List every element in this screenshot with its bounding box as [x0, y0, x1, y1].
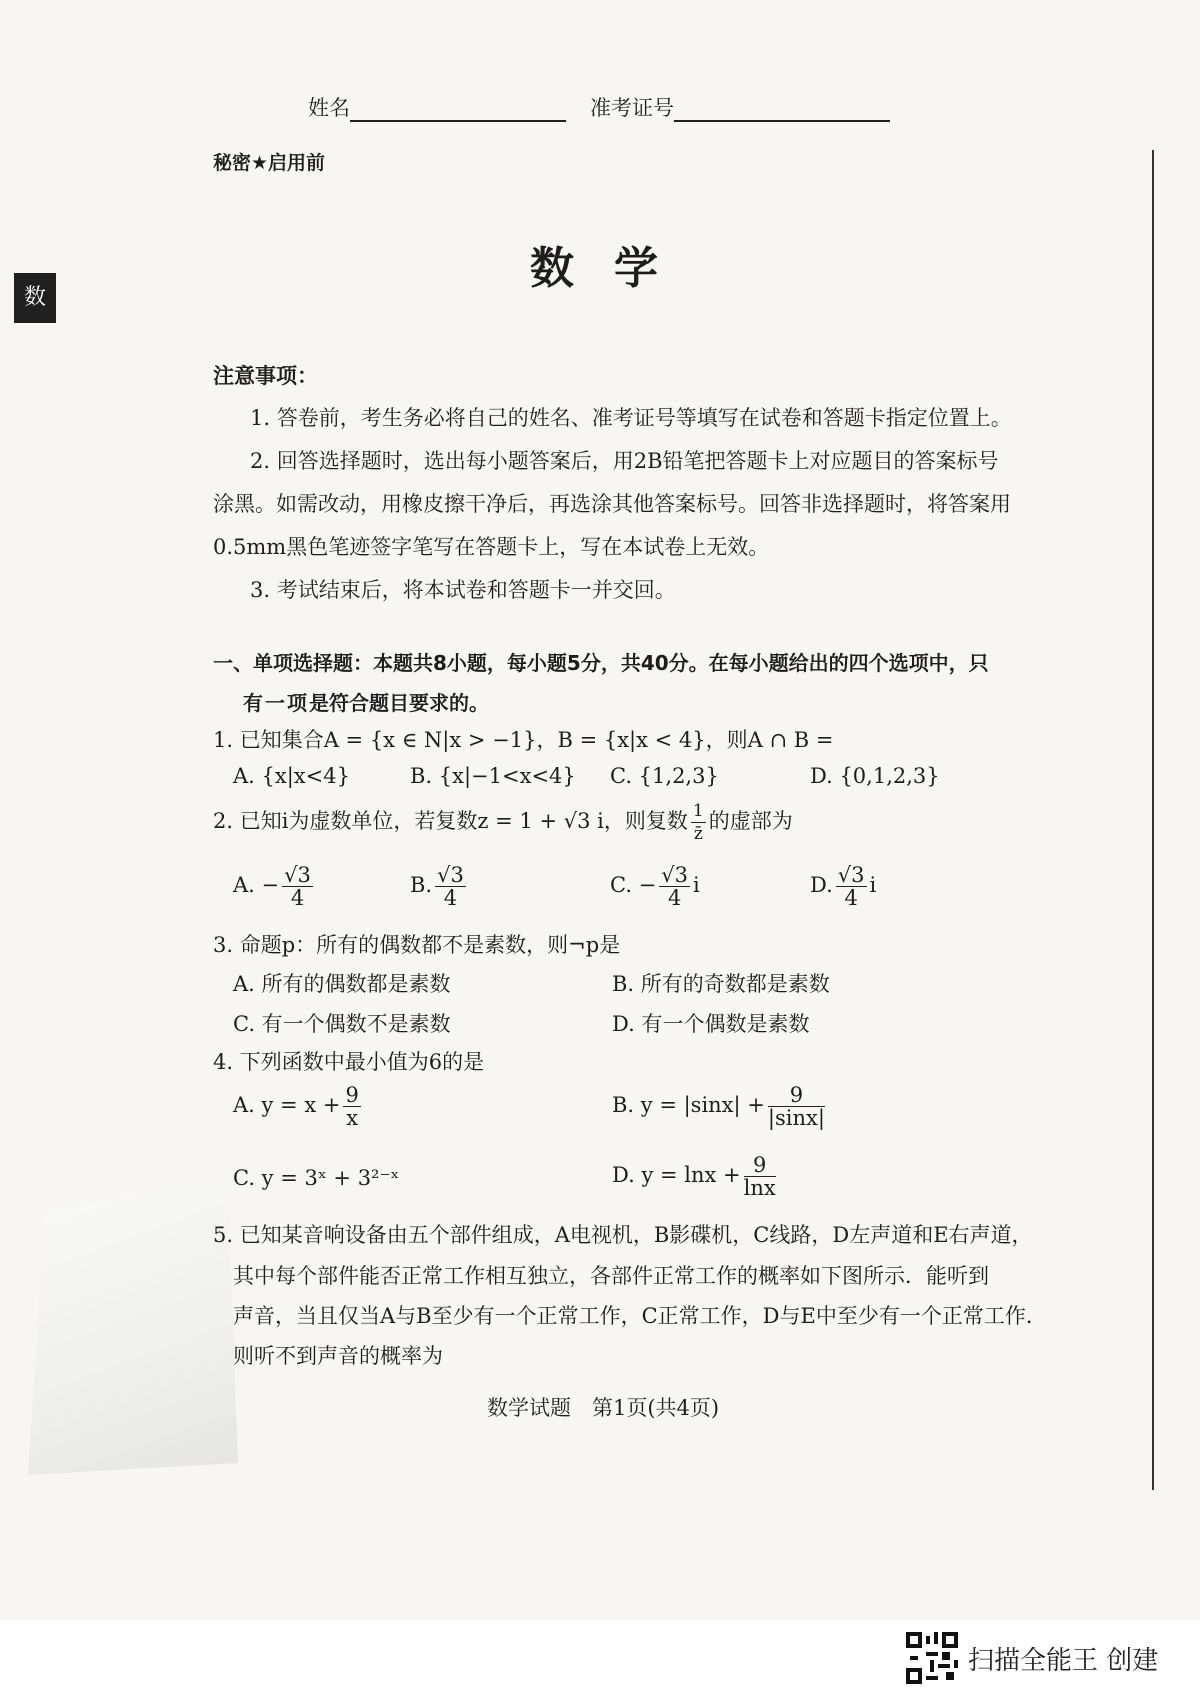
q3-option-a: A. 所有的偶数都是素数 [233, 972, 451, 996]
page-title: 数学 [530, 243, 698, 294]
margin-line [1152, 150, 1154, 1490]
subject-tab: 数 [14, 273, 56, 323]
q2-b-fraction: $\frac{√3}{4}$ [437, 863, 464, 910]
paper-sticker [28, 1175, 238, 1475]
name-blank [350, 120, 566, 122]
q4-option-c: C. y = 3ˣ + 3²⁻ˣ [233, 1166, 400, 1190]
page-footer: 数学试题 第1页(共4页) [487, 1396, 720, 1420]
notice-item-2-cont2: 0.5mm黑色笔迹签字笔写在答题卡上，写在本试卷上无效。 [213, 535, 770, 559]
q2-option-c: C. − $\frac{√3}{4}$ i [610, 863, 700, 910]
notice-item-1: 1. 答卷前，考生务必将自己的姓名、准考证号等填写在试卷和答题卡指定位置上。 [250, 406, 1012, 430]
q2-a-fraction: $\frac{√3}{4}$ [284, 863, 311, 910]
name-field: 姓名 [308, 92, 566, 122]
qr-code-icon [906, 1632, 958, 1684]
notice-item-2: 2. 回答选择题时，选出每小题答案后，用2B铅笔把答题卡上对应题目的答案标号 [250, 449, 999, 473]
exam-id-field: 准考证号 [590, 92, 890, 122]
q2-stem-fraction: $\frac{1}{z̄}$ [692, 801, 704, 844]
q5-line-3: 声音，当且仅当A与B至少有一个正常工作，C正常工作，D与E中至少有一个正常工作． [233, 1304, 1047, 1328]
exam-id-blank [674, 120, 890, 122]
q2-d-fraction: $\frac{√3}{4}$ [837, 863, 865, 910]
q4-option-b: B. y = |sinx| + $\frac{9}{|\sin x|}$ [612, 1083, 825, 1130]
q1-option-b: B. {x|−1<x<4} [410, 764, 576, 788]
q3-stem: 3. 命题p：所有的偶数都不是素数，则¬p是 [213, 933, 621, 957]
q4-stem: 4. 下列函数中最小值为6的是 [213, 1050, 485, 1074]
q2-option-d: D. $\frac{√3}{4}$ i [810, 863, 877, 910]
notice-item-3: 3. 考试结束后，将本试卷和答题卡一并交回。 [250, 578, 676, 602]
section-heading: 一、单项选择题：本题共8小题，每小题5分，共40分。在每小题给出的四个选项中，只 [213, 651, 989, 675]
q1-option-d: D. {0,1,2,3} [810, 764, 940, 788]
scanner-watermark: 扫描全能王 创建 [968, 1646, 1159, 1676]
q2-option-b: B. $\frac{√3}{4}$ [410, 863, 464, 910]
q4-a-fraction: $\frac{9}{x}$ [345, 1083, 359, 1130]
q1-stem: 1. 已知集合A = {x ∈ N|x > −1}，B = {x|x < 4}，则A ∩ B = [213, 728, 834, 752]
q2-stem: 2. 已知i为虚数单位，若复数z = 1 + √3 i，则复数 $\frac{1}{z̄}$ 的虚部为 [213, 801, 793, 844]
q3-option-b: B. 所有的奇数都是素数 [612, 972, 830, 996]
notice-item-2-cont: 涂黑。如需改动，用橡皮擦干净后，再选涂其他答案标号。回答非选择题时，将答案用 [213, 492, 1011, 516]
q1-option-a: A. {x|x<4} [233, 764, 350, 788]
notice-heading: 注意事项： [213, 364, 318, 388]
q5-line-2: 其中每个部件能否正常工作相互独立，各部件正常工作的概率如下图所示．能听到 [233, 1264, 989, 1288]
q3-option-c: C. 有一个偶数不是素数 [233, 1012, 451, 1036]
q5-line-4: 则听不到声音的概率为 [233, 1344, 443, 1368]
q2-c-fraction: $\frac{√3}{4}$ [661, 863, 689, 910]
section-heading-cont: 有一项是符合题目要求的。 [243, 691, 489, 715]
q1-option-c: C. {1,2,3} [610, 764, 719, 788]
q4-b-fraction: $\frac{9}{|\sin x|}$ [767, 1083, 825, 1130]
secret-label: 秘密★启用前 [213, 152, 326, 174]
q2-option-a: A. − $\frac{√3}{4}$ [233, 863, 311, 910]
emphasis-text: 有一项 [243, 691, 309, 715]
q3-option-d: D. 有一个偶数是素数 [612, 1012, 810, 1036]
q4-option-a: A. y = x + $\frac{9}{x}$ [233, 1083, 359, 1130]
q4-d-fraction: $\frac{9}{\ln x}$ [743, 1153, 776, 1200]
q5-line-1: 5. 已知某音响设备由五个部件组成，A电视机，B影碟机，C线路，D左声道和E右声道， [213, 1223, 1033, 1247]
q4-option-d: D. y = lnx + $\frac{9}{\ln x}$ [612, 1153, 776, 1200]
